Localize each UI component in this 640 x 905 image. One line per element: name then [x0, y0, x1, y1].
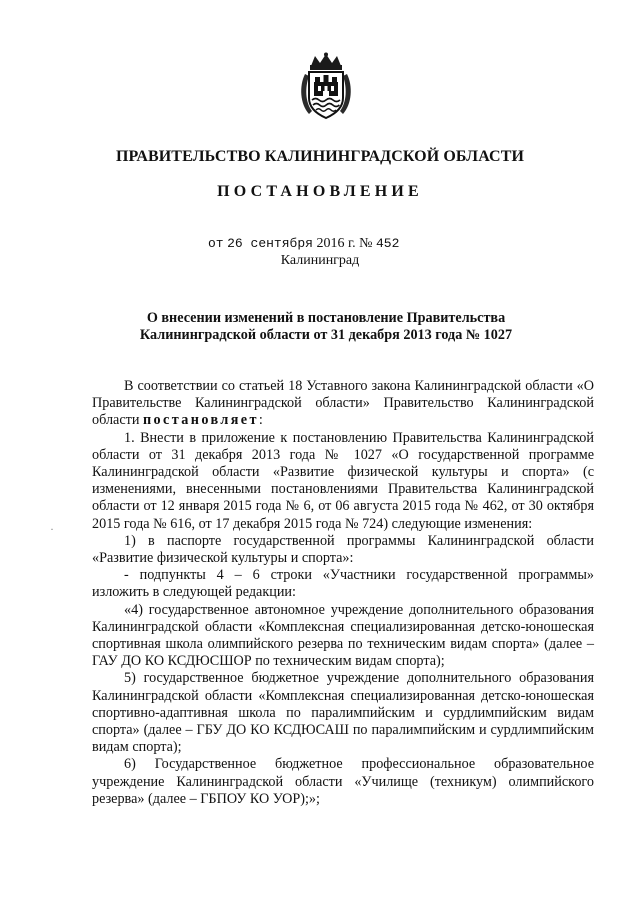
document-number: 452 — [375, 236, 400, 251]
subject-line-2: Калининградской области от 31 декабря 2013 года № 1027 — [139, 327, 513, 343]
body-paragraph: - подпункты 4 – 6 строки «Участники государственной программы» изложить в следующей редакции: — [92, 567, 594, 601]
margin-mark: · — [50, 522, 54, 536]
date-line — [208, 236, 399, 252]
preamble-text: В соответствии со статьей 18 Уставного закона Калининградской области «О Правительстве Калининградской области» Правительство Калининградской области — [92, 378, 594, 429]
preamble-colon: : — [258, 412, 263, 429]
date-value: 26 сентября — [227, 236, 313, 251]
document-type-title: ПОСТАНОВЛЕНИЕ — [217, 183, 423, 200]
number-sign: № — [359, 236, 373, 251]
document-body — [92, 378, 594, 808]
preamble-paragraph — [92, 378, 594, 430]
subject-line-1: О внесении изменений в постановление Правительства — [146, 310, 506, 326]
body-paragraph: 1) в паспорте государственной программы Калининградской области «Развитие физической культуры и спорта»: — [92, 532, 594, 567]
date-year: 2016 г. — [316, 236, 356, 251]
organization-title: ПРАВИТЕЛЬСТВО КАЛИНИНГРАДСКОЙ ОБЛАСТИ — [115, 148, 525, 165]
body-paragraph: 5) государственное бюджетное учреждение дополнительного образования Калининградской области «Комплексная специализированная детско-юношеская спортивно-адаптивная школа по паралимпийским и сурдлимпийским видам спорта» (далее – ГБУ ДО КО КСДЮСАШ по паралимпийским и сурдлимпийским видам спорта); — [92, 670, 594, 756]
body-paragraph: 6) Государственное бюджетное профессиональное образовательное учреждение Калининградской области «Училище (техникум) олимпийского резерва» (далее – ГБПОУ КО УОР);»; — [92, 756, 594, 807]
resolves-word: постановляет — [142, 412, 259, 429]
date-prefix: от — [208, 236, 224, 251]
body-paragraph: «4) государственное автономное учреждение дополнительного образования Калининградской области «Комплексная специализированная детско-юношеская спортивная школа олимпийского резерва по техническим видам спорта» (далее – ГАУ ДО КО КСДЮСШОР по техническим видам спорта); — [92, 601, 594, 670]
document-subject — [120, 310, 532, 344]
coat-of-arms-emblem — [297, 52, 355, 122]
body-paragraph: 1. Внести в приложение к постановлению Правительства Калининградской области от 31 декабря 2013 года № 1027 «О государственной программе Калининградской области «Развитие физической культуры и спорта» (с изменениями, внесенными постановлениями Правительства Калининградской области от 12 января 2015 года № 6, от 06 августа 2015 года № 462, от 30 октября 2015 года № 616, от 17 декабря 2015 года № 724) следующие изменения: — [92, 429, 594, 532]
city-name: Калининград — [280, 253, 360, 268]
